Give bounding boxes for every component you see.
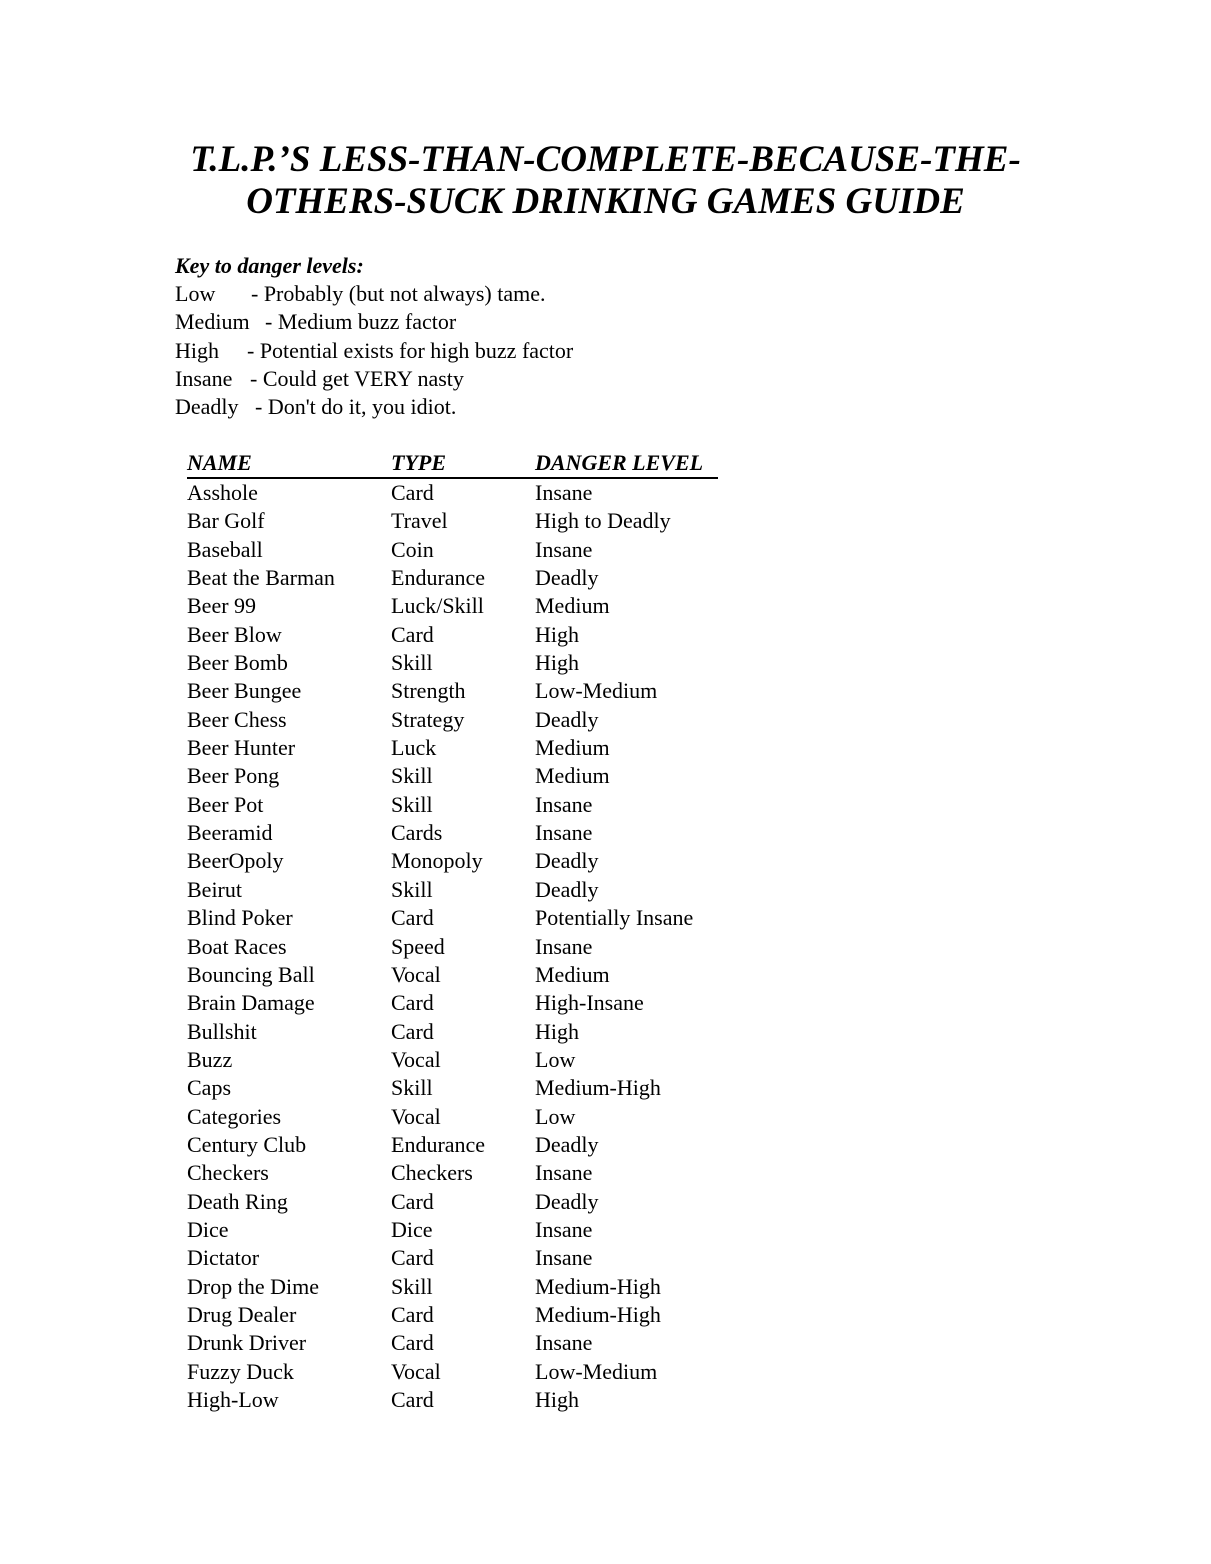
cell-danger-level: Deadly	[535, 876, 599, 902]
cell-type: Card	[391, 1330, 434, 1356]
danger-key-description: - Could get VERY nasty	[250, 365, 464, 391]
table-row	[187, 1301, 718, 1329]
cell-danger-level: Potentially Insane	[535, 905, 694, 931]
table-row	[187, 1188, 718, 1216]
cell-name: Beer Chess	[187, 706, 287, 732]
table-row	[187, 933, 718, 961]
column-header-danger-level: DANGER LEVEL	[535, 449, 718, 478]
table-row	[187, 1386, 718, 1414]
cell-name: Fuzzy Duck	[187, 1358, 294, 1384]
cell-type: Skill	[391, 763, 433, 789]
cell-danger-level: Medium	[535, 593, 610, 619]
cell-danger-level: Insane	[535, 1160, 593, 1186]
danger-key-level: Medium	[175, 309, 250, 335]
cell-danger-level: Medium	[535, 763, 610, 789]
table-row	[187, 706, 718, 734]
danger-key-list	[175, 280, 573, 421]
table-row	[187, 989, 718, 1017]
cell-name: Baseball	[187, 536, 263, 562]
table-row	[187, 1074, 718, 1102]
cell-danger-level: Insane	[535, 820, 593, 846]
cell-name: Bullshit	[187, 1018, 257, 1044]
cell-type: Endurance	[391, 1131, 486, 1157]
cell-name: Beer Pot	[187, 791, 264, 817]
table-row	[187, 961, 718, 989]
cell-danger-level: High	[535, 621, 579, 647]
cell-danger-level: Insane	[535, 791, 593, 817]
danger-key-level: Insane	[175, 365, 233, 391]
cell-name: Dictator	[187, 1245, 260, 1271]
cell-type: Skill	[391, 791, 433, 817]
cell-type: Strategy	[391, 706, 465, 732]
cell-type: Card	[391, 905, 434, 931]
danger-key-description: - Don't do it, you idiot.	[255, 394, 457, 420]
cell-type: Travel	[391, 508, 448, 534]
table-row	[187, 1358, 718, 1386]
danger-key-level: High	[175, 337, 219, 363]
cell-name: Blind Poker	[187, 905, 293, 931]
cell-type: Skill	[391, 1075, 433, 1101]
column-header-type: TYPE	[391, 449, 535, 478]
table-row	[187, 564, 718, 592]
cell-danger-level: Insane	[535, 480, 593, 505]
cell-type: Vocal	[391, 961, 441, 987]
cell-danger-level: Insane	[535, 1216, 593, 1242]
cell-type: Vocal	[391, 1046, 441, 1072]
table-row	[187, 819, 718, 847]
cell-name: Beer Bomb	[187, 650, 288, 676]
table-row	[187, 1018, 718, 1046]
cell-type: Strength	[391, 678, 466, 704]
cell-danger-level: Medium-High	[535, 1075, 661, 1101]
cell-name: Beer Blow	[187, 621, 282, 647]
cell-type: Skill	[391, 1273, 433, 1299]
cell-name: Beer Bungee	[187, 678, 302, 704]
table-row	[187, 791, 718, 819]
cell-type: Skill	[391, 650, 433, 676]
danger-key-description: - Potential exists for high buzz factor	[247, 337, 574, 363]
cell-danger-level: Medium-High	[535, 1273, 661, 1299]
cell-danger-level: Low-Medium	[535, 678, 658, 704]
table-row	[187, 1216, 718, 1244]
cell-danger-level: Deadly	[535, 1131, 599, 1157]
table-row	[187, 507, 718, 535]
cell-type: Card	[391, 1188, 434, 1214]
table-row	[187, 876, 718, 904]
cell-name: Checkers	[187, 1160, 269, 1186]
cell-danger-level: Insane	[535, 1245, 593, 1271]
cell-name: Drug Dealer	[187, 1301, 297, 1327]
column-header-name: NAME	[187, 449, 391, 478]
cell-type: Card	[391, 621, 434, 647]
cell-danger-level: Low	[535, 1046, 576, 1072]
danger-key-item	[175, 280, 573, 308]
danger-key-level: Deadly	[175, 394, 239, 420]
cell-type: Card	[391, 480, 434, 505]
cell-name: Beat the Barman	[187, 565, 335, 591]
cell-danger-level: Deadly	[535, 706, 599, 732]
cell-name: Century Club	[187, 1131, 307, 1157]
cell-danger-level: Deadly	[535, 565, 599, 591]
cell-danger-level: Low-Medium	[535, 1358, 658, 1384]
cell-type: Card	[391, 1301, 434, 1327]
table-row	[187, 1329, 718, 1357]
cell-danger-level: Medium	[535, 961, 610, 987]
table-row	[187, 621, 718, 649]
cell-name: Beer Hunter	[187, 735, 296, 761]
table-row	[187, 1273, 718, 1301]
cell-name: Boat Races	[187, 933, 287, 959]
cell-type: Luck/Skill	[391, 593, 484, 619]
table-row	[187, 847, 718, 875]
cell-danger-level: Low	[535, 1103, 576, 1129]
cell-name: High-Low	[187, 1387, 279, 1412]
cell-type: Coin	[391, 536, 434, 562]
table-row	[187, 1103, 718, 1131]
cell-type: Monopoly	[391, 848, 483, 874]
table-row	[187, 1131, 718, 1159]
cell-danger-level: Medium	[535, 735, 610, 761]
table-row	[187, 649, 718, 677]
title-line-1: T.L.P.’S LESS-THAN-COMPLETE-BECAUSE-THE-	[190, 139, 1021, 180]
cell-type: Vocal	[391, 1103, 441, 1129]
cell-danger-level: Insane	[535, 536, 593, 562]
danger-key-description: - Probably (but not always) tame.	[251, 281, 546, 306]
danger-key-item	[175, 337, 573, 365]
table-row	[187, 592, 718, 620]
cell-danger-level: High to Deadly	[535, 508, 671, 534]
danger-key-level: Low	[175, 281, 216, 306]
cell-name: Buzz	[187, 1046, 233, 1072]
cell-type: Card	[391, 1245, 434, 1271]
table-row	[187, 762, 718, 790]
cell-type: Card	[391, 990, 434, 1016]
table-row	[187, 904, 718, 932]
cell-danger-level: High-Insane	[535, 990, 644, 1016]
cell-type: Card	[391, 1387, 434, 1412]
danger-key-description: - Medium buzz factor	[265, 309, 457, 335]
cell-type: Vocal	[391, 1358, 441, 1384]
cell-name: Drop the Dime	[187, 1273, 319, 1299]
table-row	[187, 734, 718, 762]
cell-name: Asshole	[187, 480, 258, 505]
games-table	[187, 449, 718, 1414]
cell-name: Beeramid	[187, 820, 273, 846]
cell-danger-level: Insane	[535, 1330, 593, 1356]
danger-key-heading: Key to danger levels:	[175, 253, 364, 278]
cell-name: Beer Pong	[187, 763, 280, 789]
cell-name: Beirut	[187, 876, 242, 902]
table-row	[187, 536, 718, 564]
cell-type: Dice	[391, 1216, 433, 1242]
cell-name: Caps	[187, 1075, 231, 1101]
cell-danger-level: Medium-High	[535, 1301, 661, 1327]
cell-name: Bouncing Ball	[187, 961, 315, 987]
cell-type: Luck	[391, 735, 437, 761]
games-table-body	[187, 478, 718, 1414]
cell-name: Drunk Driver	[187, 1330, 307, 1356]
cell-name: Beer 99	[187, 593, 257, 619]
cell-type: Speed	[391, 933, 445, 959]
table-row	[187, 1046, 718, 1074]
cell-type: Checkers	[391, 1160, 473, 1186]
table-header-row	[187, 449, 718, 478]
danger-key-item	[175, 308, 573, 336]
cell-name: Brain Damage	[187, 990, 315, 1016]
cell-name: Categories	[187, 1103, 282, 1129]
table-row	[187, 1244, 718, 1272]
table-row	[187, 478, 718, 507]
cell-name: BeerOpoly	[187, 848, 284, 874]
table-row	[187, 1159, 718, 1187]
table-row	[187, 677, 718, 705]
cell-danger-level: High	[535, 1018, 579, 1044]
cell-name: Dice	[187, 1216, 229, 1242]
cell-danger-level: Deadly	[535, 848, 599, 874]
cell-name: Death Ring	[187, 1188, 288, 1214]
cell-name: Bar Golf	[187, 508, 265, 534]
cell-danger-level: High	[535, 1387, 579, 1412]
cell-type: Skill	[391, 876, 433, 902]
title-line-2: OTHERS-SUCK DRINKING GAMES GUIDE	[246, 181, 965, 222]
document-title	[0, 139, 1211, 223]
cell-danger-level: High	[535, 650, 579, 676]
cell-danger-level: Insane	[535, 933, 593, 959]
cell-type: Endurance	[391, 565, 486, 591]
cell-type: Card	[391, 1018, 434, 1044]
danger-key-item	[175, 393, 573, 421]
cell-type: Cards	[391, 820, 443, 846]
cell-danger-level: Deadly	[535, 1188, 599, 1214]
danger-key-item	[175, 365, 573, 393]
